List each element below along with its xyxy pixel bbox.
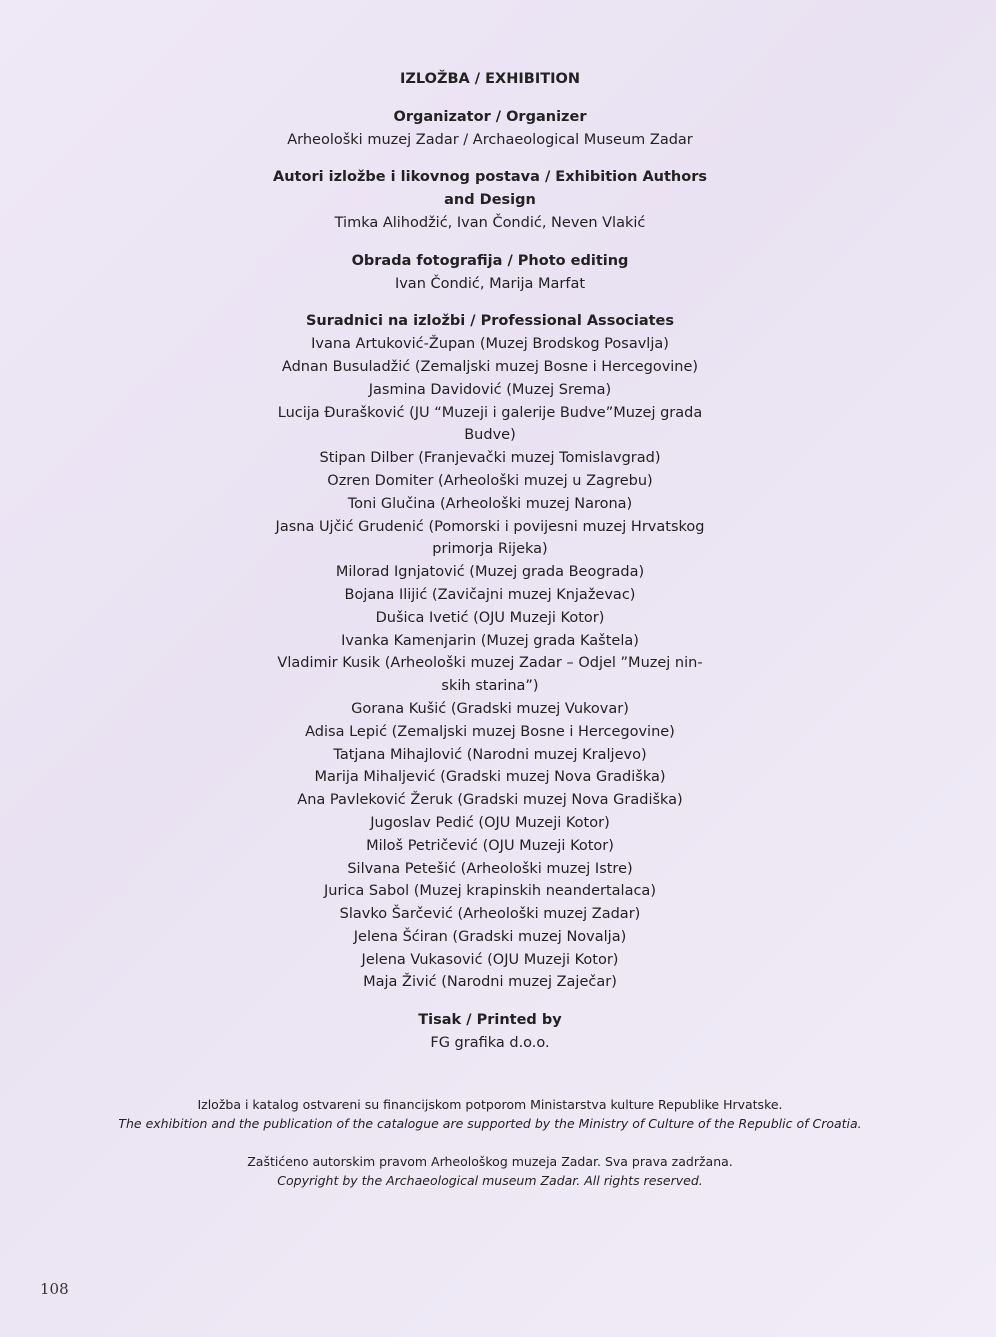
authors-section — [270, 166, 710, 234]
printed-section — [270, 1009, 710, 1055]
authors-heading: Autori izložbe i likovnog postava / Exhibition Authors and Design — [273, 169, 707, 209]
exhibition-credits — [270, 68, 710, 1070]
list-item: Ozren Domiter (Arheološki muzej u Zagrebu) — [327, 472, 653, 489]
organizer-section — [270, 106, 710, 152]
list-item: Jugoslav Pedić (OJU Muzeji Kotor) — [370, 814, 610, 831]
list-item: Ana Pavleković Žeruk (Gradski muzej Nova Gradiška) — [297, 792, 683, 809]
list-item: Gorana Kušić (Gradski muzej Vukovar) — [351, 700, 629, 717]
list-item: Milorad Ignjatović (Muzej grada Beograda) — [335, 564, 645, 581]
authors-names: Timka Alihodžić, Ivan Čondić, Neven Vlakić — [334, 214, 646, 231]
list-item: Jelena Vukasović (OJU Muzeji Kotor) — [361, 951, 619, 968]
list-item: Vladimir Kusik (Arheološki muzej Zadar – Odjel ”Muzej nin-skih starina”) — [277, 655, 703, 695]
list-item: Toni Glučina (Arheološki muzej Narona) — [347, 495, 633, 512]
printer-name: FG grafika d.o.o. — [430, 1035, 550, 1052]
copyright-note-en: Copyright by the Archaeological museum Zadar. All rights reserved. — [277, 1172, 703, 1188]
page-number: 108 — [40, 1280, 69, 1298]
photo-names: Ivan Čondić, Marija Marfat — [394, 275, 586, 292]
list-item: Slavko Šarčević (Arheološki muzej Zadar) — [339, 906, 641, 923]
associates-heading: Suradnici na izložbi / Professional Associates — [305, 313, 675, 330]
list-item: Dušica Ivetić (OJU Muzeji Kotor) — [375, 609, 605, 626]
list-item: Lucija Đurašković (JU “Muzeji i galerije Budve”Muzej grada Budve) — [277, 404, 703, 444]
list-item: Silvana Petešić (Arheološki muzej Istre) — [347, 860, 633, 877]
list-item: Jurica Sabol (Muzej krapinskih neandertalaca) — [324, 883, 656, 900]
printed-heading: Tisak / Printed by — [418, 1012, 562, 1029]
list-item: Adisa Lepić (Zemaljski muzej Bosne i Hercegovine) — [305, 723, 675, 740]
list-item: Jasmina Davidović (Muzej Srema) — [368, 381, 612, 398]
funding-note — [90, 1096, 890, 1133]
list-item: Bojana Ilijić (Zavičajni muzej Knjaževac) — [344, 586, 636, 603]
associates-list — [270, 333, 710, 994]
page-title: IZLOŽBA / EXHIBITION — [400, 71, 580, 87]
list-item: Miloš Petričević (OJU Muzeji Kotor) — [366, 837, 614, 854]
list-item: Jelena Šćiran (Gradski muzej Novalja) — [353, 928, 627, 945]
organizer-heading: Organizator / Organizer — [393, 108, 587, 125]
list-item: Jasna Ujčić Grudenić (Pomorski i povijesni muzej Hrvatskog primorja Rijeka) — [275, 518, 705, 558]
photo-section — [270, 250, 710, 296]
list-item: Marija Mihaljević (Gradski muzej Nova Gradiška) — [314, 769, 666, 786]
list-item: Stipan Dilber (Franjevački muzej Tomislavgrad) — [319, 450, 661, 467]
funding-note-en: The exhibition and the publication of the catalogue are supported by the Ministry of Culture of the Republic of Croatia. — [118, 1115, 862, 1131]
list-item: Tatjana Mihajlović (Narodni muzej Kraljevo) — [333, 746, 647, 763]
list-item: Ivanka Kamenjarin (Muzej grada Kaštela) — [341, 632, 639, 649]
copyright-note — [90, 1153, 890, 1190]
associates-section — [270, 310, 710, 994]
organizer-name: Arheološki muzej Zadar / Archaeological Museum Zadar — [287, 131, 693, 148]
list-item: Ivana Artuković-Župan (Muzej Brodskog Posavlja) — [311, 336, 669, 353]
copyright-note-hr: Zaštićeno autorskim pravom Arheološkog muzeja Zadar. Sva prava zadržana. — [247, 1154, 733, 1169]
photo-heading: Obrada fotografija / Photo editing — [351, 252, 629, 269]
funding-note-hr: Izložba i katalog ostvareni su financijskom potporom Ministarstva kulture Republike Hrvatske. — [197, 1097, 783, 1112]
list-item: Maja Živić (Narodni muzej Zaječar) — [363, 974, 617, 991]
list-item: Adnan Busuladžić (Zemaljski muzej Bosne i Hercegovine) — [281, 358, 699, 375]
